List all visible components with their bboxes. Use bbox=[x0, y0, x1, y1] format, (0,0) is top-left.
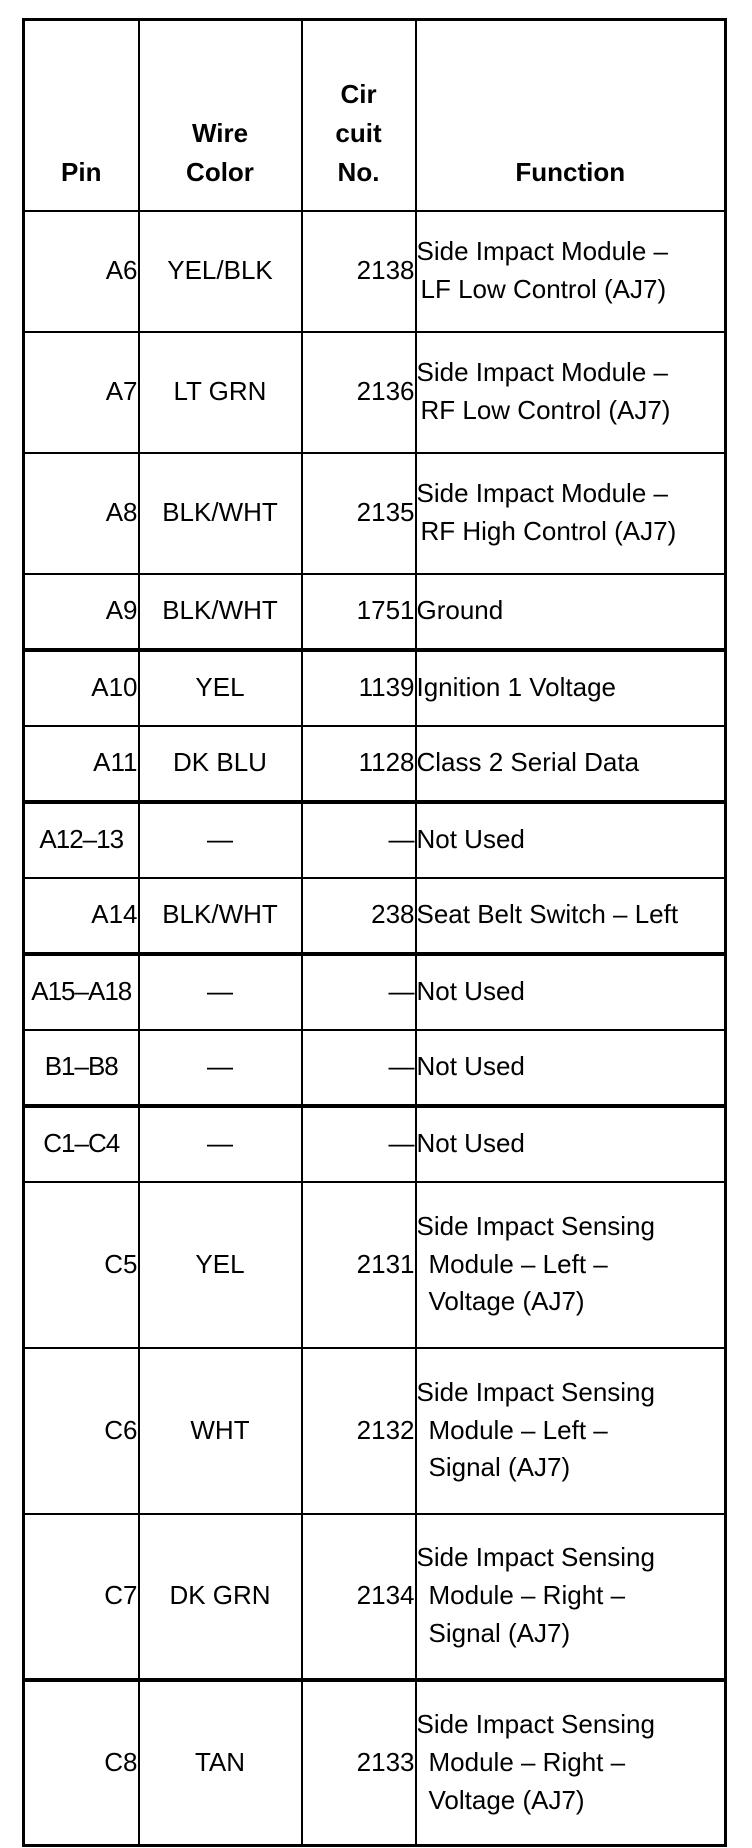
function-cell: Side Impact Module – RF High Control (AJ7) bbox=[416, 453, 726, 574]
pin-cell: C6 bbox=[24, 1348, 139, 1514]
function-cell: Not Used bbox=[416, 1106, 726, 1182]
pin-cell: A12–13 bbox=[24, 802, 139, 878]
wire-color-cell: — bbox=[139, 802, 302, 878]
function-cell: Side Impact Sensing Module – Right – Signal (AJ7) bbox=[416, 1514, 726, 1680]
table-row bbox=[24, 1514, 726, 1680]
table-row bbox=[24, 650, 726, 726]
circuit-cell: 2135 bbox=[302, 453, 416, 574]
table-row bbox=[24, 211, 726, 332]
pin-cell: C7 bbox=[24, 1514, 139, 1680]
table-row bbox=[24, 802, 726, 878]
circuit-cell: 2133 bbox=[302, 1680, 416, 1846]
wire-color-cell: DK BLU bbox=[139, 726, 302, 802]
pin-cell: A7 bbox=[24, 332, 139, 453]
pin-cell: A14 bbox=[24, 878, 139, 954]
circuit-cell: 2138 bbox=[302, 211, 416, 332]
function-cell: Side Impact Sensing Module – Left – Voltage (AJ7) bbox=[416, 1182, 726, 1348]
function-cell: Side Impact Module – LF Low Control (AJ7) bbox=[416, 211, 726, 332]
table-row bbox=[24, 453, 726, 574]
table-row bbox=[24, 1348, 726, 1514]
wire-color-cell: YEL bbox=[139, 1182, 302, 1348]
circuit-cell: 2136 bbox=[302, 332, 416, 453]
wire-color-cell: BLK/WHT bbox=[139, 878, 302, 954]
connector-pinout-table bbox=[22, 18, 727, 1847]
table-row bbox=[24, 1182, 726, 1348]
pin-cell: C8 bbox=[24, 1680, 139, 1846]
function-cell: Not Used bbox=[416, 802, 726, 878]
header-pin: Pin bbox=[24, 20, 139, 211]
function-cell: Side Impact Module – RF Low Control (AJ7) bbox=[416, 332, 726, 453]
table-row bbox=[24, 878, 726, 954]
function-cell: Seat Belt Switch – Left bbox=[416, 878, 726, 954]
wire-color-cell: — bbox=[139, 954, 302, 1030]
pin-cell: C1–C4 bbox=[24, 1106, 139, 1182]
table-row bbox=[24, 726, 726, 802]
header-wire-color: Wire Color bbox=[139, 20, 302, 211]
pin-cell: A10 bbox=[24, 650, 139, 726]
pin-cell: B1–B8 bbox=[24, 1030, 139, 1106]
table-row bbox=[24, 1680, 726, 1846]
pin-cell: A15–A18 bbox=[24, 954, 139, 1030]
pin-cell: A6 bbox=[24, 211, 139, 332]
table-row bbox=[24, 574, 726, 650]
circuit-cell: 1128 bbox=[302, 726, 416, 802]
circuit-cell: 1751 bbox=[302, 574, 416, 650]
wire-color-cell: DK GRN bbox=[139, 1514, 302, 1680]
circuit-cell: — bbox=[302, 1106, 416, 1182]
wire-color-cell: WHT bbox=[139, 1348, 302, 1514]
function-cell: Ground bbox=[416, 574, 726, 650]
wire-color-cell: BLK/WHT bbox=[139, 453, 302, 574]
wire-color-cell: — bbox=[139, 1106, 302, 1182]
wire-color-cell: LT GRN bbox=[139, 332, 302, 453]
wire-color-cell: YEL/BLK bbox=[139, 211, 302, 332]
header-function: Function bbox=[416, 20, 726, 211]
function-cell: Side Impact Sensing Module – Left – Signal (AJ7) bbox=[416, 1348, 726, 1514]
circuit-cell: — bbox=[302, 802, 416, 878]
function-cell: Not Used bbox=[416, 954, 726, 1030]
header-circuit-no: Cir cuit No. bbox=[302, 20, 416, 211]
pin-cell: A11 bbox=[24, 726, 139, 802]
pin-cell: A9 bbox=[24, 574, 139, 650]
circuit-cell: 2134 bbox=[302, 1514, 416, 1680]
wire-color-cell: TAN bbox=[139, 1680, 302, 1846]
table-row bbox=[24, 954, 726, 1030]
wire-color-cell: BLK/WHT bbox=[139, 574, 302, 650]
circuit-cell: — bbox=[302, 1030, 416, 1106]
function-cell: Side Impact Sensing Module – Right – Voltage (AJ7) bbox=[416, 1680, 726, 1846]
table-row bbox=[24, 1106, 726, 1182]
table-row bbox=[24, 332, 726, 453]
table-row bbox=[24, 1030, 726, 1106]
wire-color-cell: — bbox=[139, 1030, 302, 1106]
pin-cell: C5 bbox=[24, 1182, 139, 1348]
function-cell: Class 2 Serial Data bbox=[416, 726, 726, 802]
function-cell: Not Used bbox=[416, 1030, 726, 1106]
pin-cell: A8 bbox=[24, 453, 139, 574]
circuit-cell: 1139 bbox=[302, 650, 416, 726]
function-cell: Ignition 1 Voltage bbox=[416, 650, 726, 726]
circuit-cell: 2131 bbox=[302, 1182, 416, 1348]
circuit-cell: 2132 bbox=[302, 1348, 416, 1514]
circuit-cell: — bbox=[302, 954, 416, 1030]
wire-color-cell: YEL bbox=[139, 650, 302, 726]
table-header-row bbox=[24, 20, 726, 211]
circuit-cell: 238 bbox=[302, 878, 416, 954]
